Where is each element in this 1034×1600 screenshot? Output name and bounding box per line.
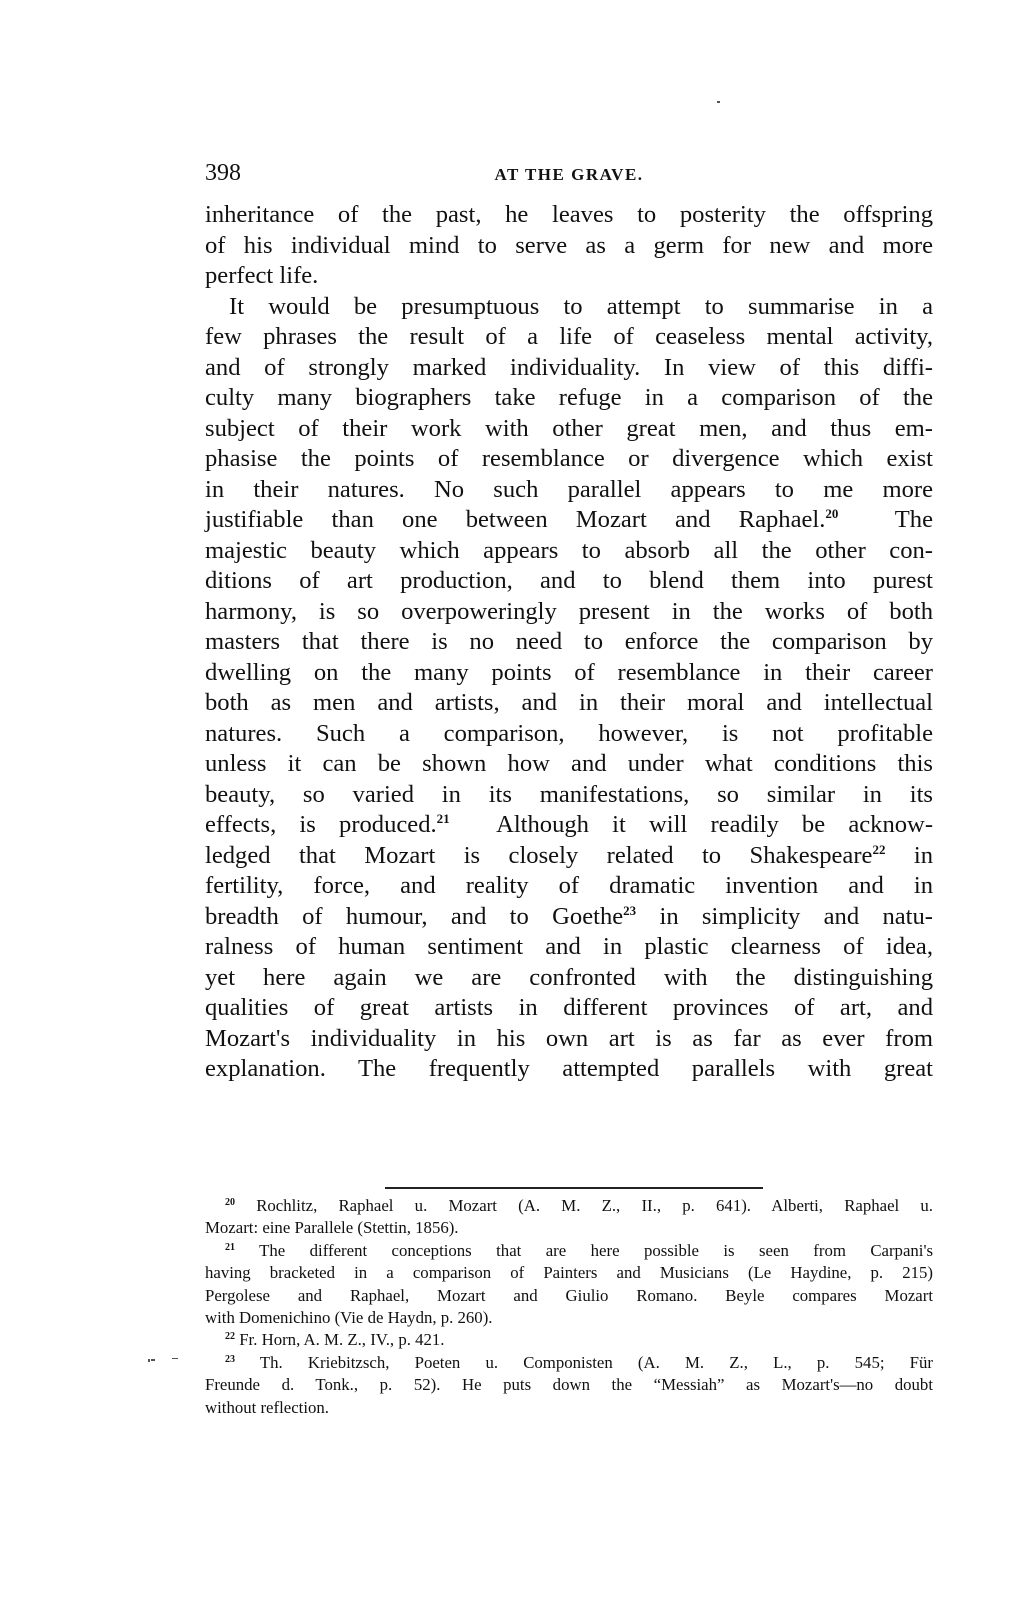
text-line: natures. Such a comparison, however, is not profitable [205, 719, 933, 747]
text-line: few phrases the result of a life of ceaseless mental activity, [205, 323, 933, 350]
text-line: majestic beauty which appears to absorb all the other con- [205, 536, 933, 564]
text-line: qualities of great artists in different provinces of art, and [205, 994, 933, 1021]
footnote-line [205, 1240, 933, 1262]
text-segment: Fr. Horn, A. M. Z., IV., p. 421. [239, 1330, 445, 1350]
footnote-line: Mozart: eine Parallele (Stettin, 1856). [205, 1218, 459, 1238]
text-segment: breadth of humour, and to Goethe [205, 902, 624, 930]
footnote-line: with Domenichino (Vie de Haydn, p. 260). [205, 1308, 493, 1328]
footnote-line: without reflection. [205, 1397, 329, 1417]
scan-mark [151, 1359, 155, 1361]
page [205, 160, 933, 1085]
text-line: Mozart's individuality in his own art is as far as ever from [205, 1024, 933, 1052]
footnote-line: Pergolese and Raphael, Mozart and Giulio Romano. Beyle compares Mozart [205, 1285, 933, 1305]
text-line: dwelling on the many points of resemblance in their career [205, 658, 933, 686]
text-segment: Although it will readily be acknow- [496, 811, 934, 838]
scan-mark [148, 1359, 150, 1362]
text-line: and of strongly marked individuality. In view of this diffi- [205, 353, 933, 381]
footnote-number: 21 [225, 1241, 235, 1253]
body-text [205, 200, 933, 1085]
text-line: both as men and artists, and in their moral and intellectual [205, 689, 933, 716]
text-line: yet here again we are confronted with the distinguishing [205, 963, 933, 991]
footnote-ref-23[interactable]: 23 [623, 902, 637, 918]
footnotes [205, 1195, 933, 1419]
text-line: fertility, force, and reality of dramatic invention and in [205, 872, 933, 899]
text-line [205, 902, 933, 933]
running-title: AT THE GRAVE. [494, 165, 644, 184]
text-segment: The [894, 506, 933, 533]
text-line: of his individual mind to serve as a germ for new and more [205, 231, 933, 259]
text-line: beauty, so varied in its manifestations, so similar in its [205, 780, 933, 808]
text-line: perfect life. [205, 262, 319, 289]
paragraph-1 [205, 200, 933, 292]
text-segment: Th. Kriebitzsch, Poeten u. Componisten (A. M. Z., L., p. 545; Für [259, 1352, 933, 1372]
text-segment: effects, is produced. [205, 811, 437, 838]
text-segment: justifiable than one between Mozart and Raphael. [205, 506, 826, 533]
text-line [205, 505, 933, 536]
footnote-22 [205, 1329, 933, 1351]
paragraph-2 [205, 292, 933, 1085]
text-segment: in simplicity and natu- [659, 902, 933, 930]
text-line: subject of their work with other great men, and thus em- [205, 414, 933, 442]
text-line: ditions of art production, and to blend them into purest [205, 567, 933, 594]
footnote-ref-22[interactable]: 22 [872, 841, 886, 857]
text-segment: in [913, 841, 934, 869]
text-line: It would be presumptuous to attempt to summarise in a [229, 292, 933, 320]
text-line: inheritance of the past, he leaves to posterity the offspring [205, 201, 933, 228]
text-line: masters that there is no need to enforce the comparison by [205, 628, 933, 655]
footnote-line [205, 1195, 933, 1217]
footnote-number: 20 [225, 1197, 235, 1208]
text-segment: The different conceptions that are here possible is seen from Carpani's [259, 1240, 933, 1260]
footnote-line [205, 1352, 933, 1374]
text-line: phasise the points of resemblance or divergence which exist [205, 445, 933, 472]
footnote-line: having bracketed in a comparison of Painters and Musicians (Le Haydine, p. 215) [205, 1263, 933, 1283]
text-segment: Rochlitz, Raphael u. Mozart (A. M. Z., II., p. 641). Alberti, Raphael u. [256, 1196, 933, 1215]
footnote-number: 23 [225, 1353, 235, 1365]
text-line: culty many biographers take refuge in a comparison of the [205, 384, 933, 411]
text-line: unless it can be shown how and under what conditions this [205, 750, 933, 777]
text-line: explanation. The frequently attempted parallels with great [205, 1055, 933, 1082]
text-line [205, 810, 933, 841]
footnote-line: Freunde d. Tonk., p. 52). He puts down the “Messiah” as Mozart's—no doubt [205, 1375, 933, 1395]
text-line: in their natures. No such parallel appears to me more [205, 475, 933, 503]
running-head [205, 160, 933, 200]
footnote-21 [205, 1240, 933, 1330]
text-line: ralness of human sentiment and in plastic clearness of idea, [205, 933, 933, 960]
footnote-number: 22 [225, 1331, 235, 1343]
footnote-20 [205, 1195, 933, 1240]
text-line: harmony, is so overpoweringly present in the works of both [205, 597, 933, 625]
text-line [205, 841, 933, 872]
footnote-line [205, 1329, 933, 1351]
text-segment: ledged that Mozart is closely related to Shakespeare [205, 841, 873, 869]
page-number: 398 [205, 160, 241, 186]
footnote-separator-rule [385, 1187, 763, 1189]
scan-mark [172, 1358, 178, 1359]
footnote-ref-21[interactable]: 21 [436, 811, 450, 826]
footnote-ref-20[interactable]: 20 [825, 506, 839, 521]
footnote-23 [205, 1352, 933, 1419]
scan-speck [717, 101, 720, 103]
